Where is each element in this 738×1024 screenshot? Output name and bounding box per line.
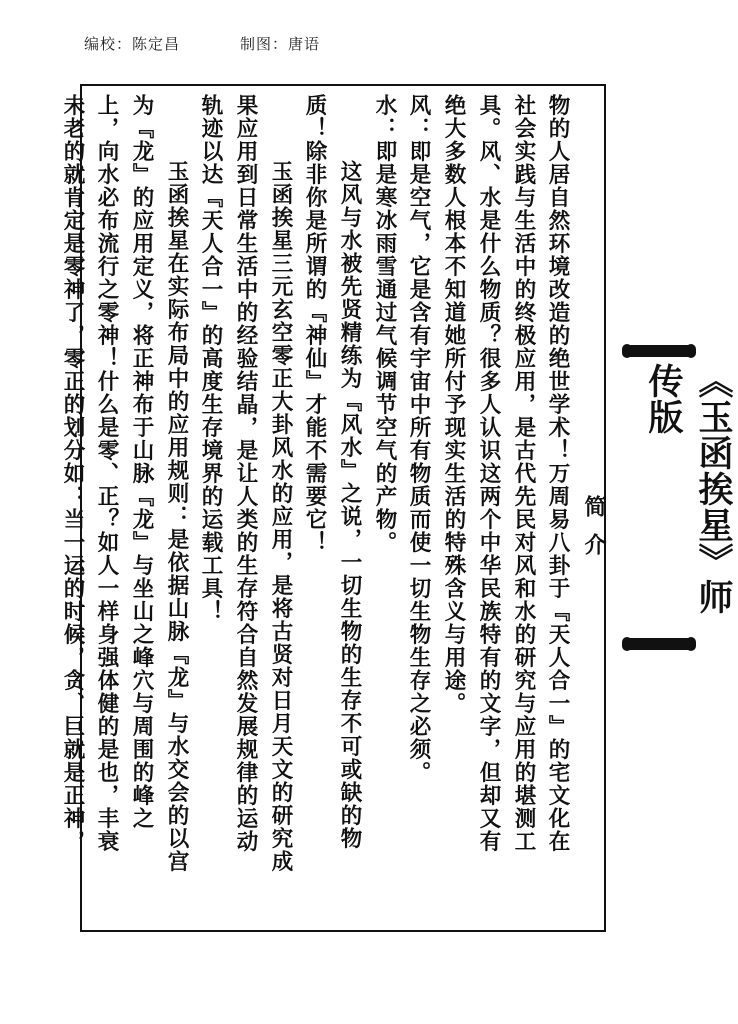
text-column: 绝大多数人根本不知道她所付予现实生活的特殊含义与用途。 [441, 94, 466, 715]
text-column: 风：即是空气，它是含有宇宙中所有物质而使一切生物生存之必须。 [406, 94, 431, 784]
side-title: 《玉函挨星》师传版 [643, 363, 734, 615]
text-column: 轨迹以达『天人合一』的高度生存境界的运载工具！ [198, 94, 223, 623]
text-column: 玉函挨星三元玄空零正大卦风水的应用，是将古贤对日月天文的研究成 [268, 160, 293, 873]
text-column: 未老的就肯定是零神了，零正的划分如：当一运的时候，贪、巨就是正神， [60, 94, 85, 853]
text-column: 社会实践与生活中的终极应用，是古代先民对风和水的研究与应用的堪测工 [511, 94, 536, 853]
text-column: 这风与水被先贤精练为『风水』之说，一切生物的生存不可或缺的物 [337, 160, 362, 850]
title-bar-bottom [628, 638, 690, 650]
header [84, 33, 321, 54]
title-bar-top [628, 345, 690, 357]
section-title: 简介 [581, 495, 607, 571]
text-column: 为『龙』的应用定义，将正神布于山脉『龙』与坐山之峰穴与周围的峰之 [129, 94, 154, 830]
text-column: 上，向水必布流行之零神！什么是零、正？如人一样身强体健的是也，丰衰 [94, 94, 119, 853]
editor-credit: 编校：陈定昌 [84, 36, 181, 53]
text-column: 果应用到日常生活中的经验结晶，是让人类的生存符合自然发展规律的运动 [233, 94, 258, 853]
drawing-credit: 制图：唐语 [240, 36, 321, 53]
text-column: 质！除非你是所谓的『神仙』才能不需要它！ [302, 94, 327, 554]
side-title-box [628, 345, 734, 650]
text-column: 玉函挨星在实际布局中的应用规则：是依据山脉『龙』与水交会的以宫 [164, 160, 189, 873]
text-column: 水：即是寒冰雨雪通过气候调节空气的产物。 [372, 94, 397, 554]
text-column: 具。风、水是什么物质？很多人认识这两个中华民族特有的文字，但却又有 [476, 94, 501, 853]
text-column: 物的人居自然环境改造的绝世学术！万周易八卦于『天人合一』的宅文化在 [545, 94, 570, 853]
